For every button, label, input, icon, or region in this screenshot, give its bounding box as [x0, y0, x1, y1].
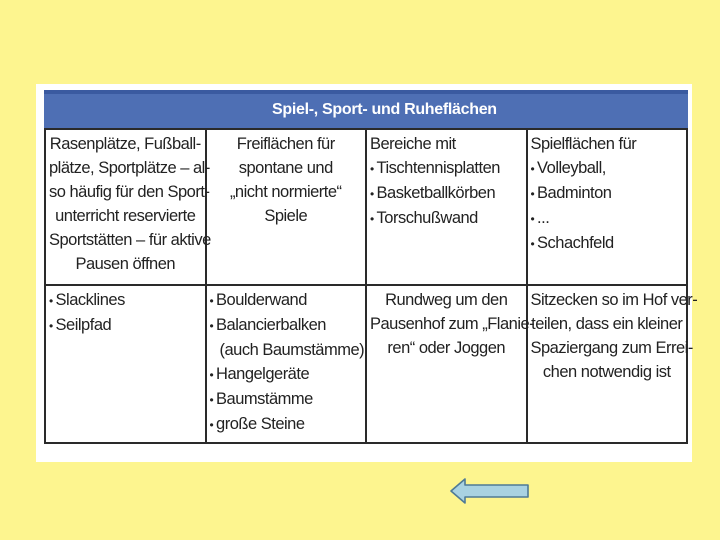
cell-text: ren“ oder Joggen	[387, 339, 506, 357]
table-cell	[527, 129, 688, 285]
bullet-item: • Seilpfad	[49, 313, 202, 338]
table-cell	[366, 285, 535, 443]
bullet-item: • Badminton	[531, 181, 684, 206]
bullet-item: • ...	[531, 206, 684, 231]
cell-text: plätze, Sportplätze – al-	[49, 159, 210, 177]
cell-text: Sportstätten – für aktive	[49, 231, 211, 249]
bullet-item: • große Steine	[210, 412, 363, 437]
bullet-item: • Tischtennisplatten	[370, 156, 523, 181]
table-title: Spiel-, Sport- und Ruheflächen	[272, 101, 497, 118]
table-cell	[206, 285, 367, 443]
cell-text: Pausenhof zum „Flanie-	[370, 315, 535, 333]
table-cell	[45, 129, 211, 285]
table-header	[44, 90, 688, 128]
bullet-item: • Slacklines	[49, 288, 202, 313]
bullet-item: • Volleyball,	[531, 156, 684, 181]
table-cell	[527, 285, 698, 443]
cell-text: teilen, dass ein kleiner	[531, 315, 683, 333]
cell-text: (auch Baumstämme)	[219, 341, 365, 359]
table-row	[45, 129, 687, 285]
cell-text: so häufig für den Sport-	[49, 183, 210, 201]
cell-text: Bereiche mit	[370, 135, 456, 153]
bullet-item: • Schachfeld	[531, 231, 684, 256]
table-cell	[45, 285, 206, 443]
cell-text: chen notwendig ist	[542, 363, 671, 381]
cell-text: Spielflächen für	[530, 135, 637, 153]
cell-text: spontane und	[238, 159, 333, 177]
bullet-item: • Balancierbalken	[210, 313, 363, 338]
table-row	[45, 285, 687, 443]
bullet-item: • Baumstämme	[210, 387, 363, 412]
bullet-item: • Hangelgeräte	[210, 362, 363, 387]
table-image	[36, 84, 698, 462]
bullet-item: • Torschußwand	[370, 206, 523, 231]
cell-text: Rasenplätze, Fußball-	[49, 135, 201, 153]
cell-text: Spaziergang zum Errei-	[530, 339, 693, 357]
cell-text: Freiflächen für	[236, 135, 335, 153]
facility-table	[44, 128, 698, 444]
cell-text: Rundweg um den	[385, 291, 508, 309]
cell-text: unterricht reservierte	[55, 207, 196, 225]
left-arrow-icon[interactable]	[450, 477, 530, 505]
cell-text: „nicht normierte“	[229, 183, 342, 201]
cell-text: Pausen öffnen	[75, 255, 176, 273]
cell-text: Sitzecken so im Hof ver-	[530, 291, 698, 309]
bullet-item: • Basketballkörben	[370, 181, 523, 206]
table-cell	[366, 129, 527, 285]
table-cell	[206, 129, 367, 285]
cell-text: Spiele	[264, 207, 308, 225]
bullet-item: • Boulderwand	[210, 288, 363, 313]
